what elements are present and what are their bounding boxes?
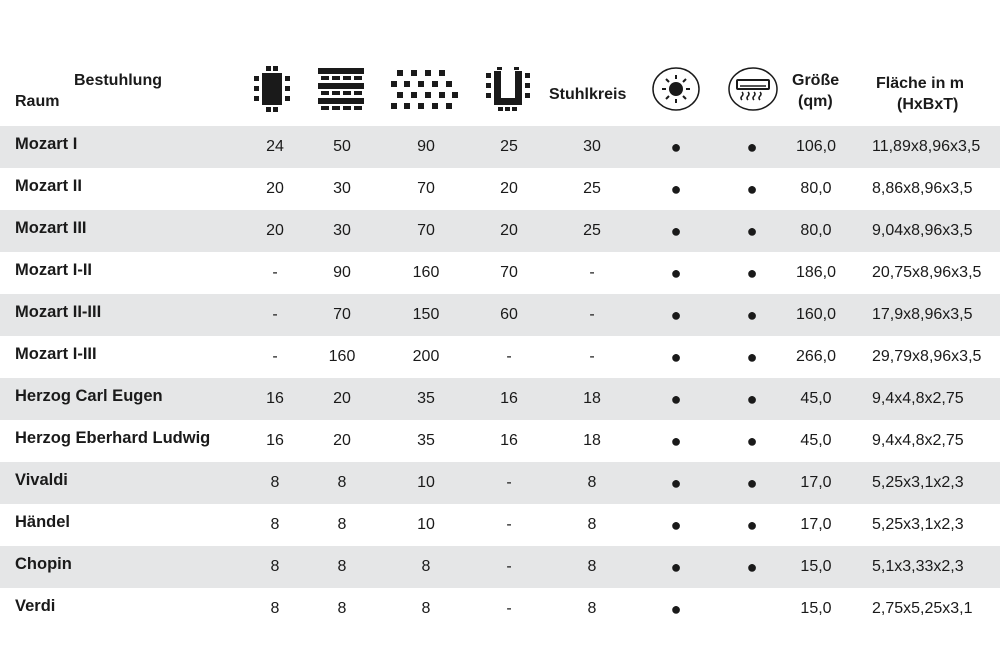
ushape-cell: - bbox=[506, 516, 512, 533]
size-cell: 45,0 bbox=[800, 390, 832, 407]
ushape-cell: - bbox=[506, 348, 512, 365]
classroom-cell: 8 bbox=[337, 558, 347, 575]
table-row bbox=[0, 210, 1000, 252]
table-row bbox=[0, 378, 1000, 420]
theater-cell: 8 bbox=[421, 558, 431, 575]
aircon-cell: ● bbox=[746, 347, 758, 367]
circle-cell: - bbox=[589, 306, 595, 323]
table-row bbox=[0, 126, 1000, 168]
area-cell: 9,4x4,8x2,75 bbox=[872, 432, 964, 449]
theater-cell: 70 bbox=[417, 222, 435, 239]
circle-cell: 8 bbox=[587, 600, 597, 617]
air-conditioning-icon bbox=[727, 66, 779, 112]
size-unit-label: (qm) bbox=[798, 93, 833, 110]
size-label: Größe bbox=[792, 72, 840, 89]
u-shape-icon bbox=[485, 67, 531, 111]
daylight-cell: ● bbox=[670, 389, 682, 409]
table-row bbox=[0, 294, 1000, 336]
circle-cell: 8 bbox=[587, 516, 597, 533]
aircon-cell: ● bbox=[746, 473, 758, 493]
theater-cell: 35 bbox=[417, 390, 435, 407]
size-cell: 106,0 bbox=[795, 138, 837, 155]
table-header bbox=[0, 0, 1000, 126]
classroom-cell: 70 bbox=[333, 306, 351, 323]
classroom-cell: 30 bbox=[333, 222, 351, 239]
table-row bbox=[0, 546, 1000, 588]
theater-icon bbox=[391, 70, 459, 110]
table-row bbox=[0, 462, 1000, 504]
area-cell: 9,4x4,8x2,75 bbox=[872, 390, 964, 407]
ushape-cell: 20 bbox=[500, 222, 518, 239]
size-cell: 15,0 bbox=[800, 558, 832, 575]
aircon-cell: ● bbox=[746, 305, 758, 325]
daylight-cell: ● bbox=[670, 515, 682, 535]
theater-cell: 8 bbox=[421, 600, 431, 617]
room-label: Raum bbox=[15, 93, 60, 110]
daylight-cell: ● bbox=[670, 473, 682, 493]
room-name: Mozart I bbox=[15, 135, 78, 153]
aircon-cell: ● bbox=[746, 515, 758, 535]
ushape-cell: 60 bbox=[500, 306, 518, 323]
circle-cell: 30 bbox=[583, 138, 601, 155]
boardroom-cell: - bbox=[272, 348, 278, 365]
size-cell: 160,0 bbox=[795, 306, 837, 323]
seating-label: Bestuhlung bbox=[74, 72, 162, 89]
room-name: Händel bbox=[15, 513, 71, 531]
theater-cell: 10 bbox=[417, 516, 435, 533]
circle-cell: 18 bbox=[583, 390, 601, 407]
theater-cell: 70 bbox=[417, 180, 435, 197]
ushape-cell: - bbox=[506, 558, 512, 575]
theater-cell: 90 bbox=[417, 138, 435, 155]
boardroom-cell: 8 bbox=[270, 516, 280, 533]
room-name: Chopin bbox=[15, 555, 72, 573]
ushape-cell: 25 bbox=[500, 138, 518, 155]
area-cell: 5,25x3,1x2,3 bbox=[872, 516, 964, 533]
daylight-cell: ● bbox=[670, 347, 682, 367]
classroom-cell: 50 bbox=[333, 138, 351, 155]
circle-cell: 8 bbox=[587, 474, 597, 491]
room-name: Mozart II-III bbox=[15, 303, 102, 321]
daylight-cell: ● bbox=[670, 179, 682, 199]
circle-cell: - bbox=[589, 264, 595, 281]
boardroom-cell: 20 bbox=[266, 222, 284, 239]
aircon-cell: ● bbox=[746, 557, 758, 577]
classroom-cell: 20 bbox=[333, 432, 351, 449]
room-name: Mozart I-II bbox=[15, 261, 92, 279]
room-name: Verdi bbox=[15, 597, 56, 615]
daylight-cell: ● bbox=[670, 431, 682, 451]
daylight-cell: ● bbox=[670, 599, 682, 619]
table-row bbox=[0, 588, 1000, 630]
size-cell: 17,0 bbox=[800, 516, 832, 533]
ushape-cell: 16 bbox=[500, 390, 518, 407]
aircon-cell: ● bbox=[746, 179, 758, 199]
area-cell: 5,1x3,33x2,3 bbox=[872, 558, 964, 575]
size-cell: 15,0 bbox=[800, 600, 832, 617]
room-name: Mozart III bbox=[15, 219, 87, 237]
area-cell: 2,75x5,25x3,1 bbox=[872, 600, 973, 617]
boardroom-icon bbox=[251, 66, 293, 112]
circle-cell: 25 bbox=[583, 180, 601, 197]
area-cell: 11,89x8,96x3,5 bbox=[872, 138, 981, 155]
circle-cell: 18 bbox=[583, 432, 601, 449]
classroom-cell: 8 bbox=[337, 516, 347, 533]
boardroom-cell: - bbox=[272, 264, 278, 281]
size-cell: 80,0 bbox=[800, 222, 832, 239]
size-cell: 186,0 bbox=[795, 264, 837, 281]
classroom-cell: 8 bbox=[337, 600, 347, 617]
table-row bbox=[0, 336, 1000, 378]
boardroom-cell: 8 bbox=[270, 558, 280, 575]
classroom-cell: 160 bbox=[328, 348, 356, 365]
boardroom-cell: 24 bbox=[266, 138, 284, 155]
circle-cell: - bbox=[589, 348, 595, 365]
size-cell: 80,0 bbox=[800, 180, 832, 197]
classroom-cell: 20 bbox=[333, 390, 351, 407]
room-table-body bbox=[0, 126, 1000, 630]
area-dimensions-label: (HxBxT) bbox=[897, 96, 959, 113]
area-cell: 20,75x8,96x3,5 bbox=[872, 264, 982, 281]
table-row bbox=[0, 504, 1000, 546]
area-cell: 29,79x8,96x3,5 bbox=[872, 348, 982, 365]
daylight-cell: ● bbox=[670, 263, 682, 283]
circle-cell: 25 bbox=[583, 222, 601, 239]
room-name: Vivaldi bbox=[15, 471, 68, 489]
boardroom-cell: 20 bbox=[266, 180, 284, 197]
table-row bbox=[0, 420, 1000, 462]
size-cell: 17,0 bbox=[800, 474, 832, 491]
circle-cell: 8 bbox=[587, 558, 597, 575]
boardroom-cell: - bbox=[272, 306, 278, 323]
classroom-icon bbox=[318, 68, 364, 110]
area-cell: 9,04x8,96x3,5 bbox=[872, 222, 973, 239]
room-name: Mozart II bbox=[15, 177, 82, 195]
size-cell: 45,0 bbox=[800, 432, 832, 449]
boardroom-cell: 8 bbox=[270, 600, 280, 617]
area-cell: 5,25x3,1x2,3 bbox=[872, 474, 964, 491]
classroom-cell: 30 bbox=[333, 180, 351, 197]
daylight-icon bbox=[651, 66, 701, 112]
circle-seating-label: Stuhlkreis bbox=[549, 86, 627, 103]
theater-cell: 200 bbox=[412, 348, 440, 365]
ushape-cell: - bbox=[506, 474, 512, 491]
aircon-cell: ● bbox=[746, 137, 758, 157]
theater-cell: 10 bbox=[417, 474, 435, 491]
daylight-cell: ● bbox=[670, 137, 682, 157]
daylight-cell: ● bbox=[670, 221, 682, 241]
aircon-cell: ● bbox=[746, 221, 758, 241]
ushape-cell: - bbox=[506, 600, 512, 617]
table-row bbox=[0, 168, 1000, 210]
aircon-cell: ● bbox=[746, 389, 758, 409]
area-cell: 17,9x8,96x3,5 bbox=[872, 306, 973, 323]
classroom-cell: 8 bbox=[337, 474, 347, 491]
area-cell: 8,86x8,96x3,5 bbox=[872, 180, 973, 197]
boardroom-cell: 16 bbox=[266, 390, 284, 407]
size-cell: 266,0 bbox=[795, 348, 837, 365]
table-row bbox=[0, 252, 1000, 294]
room-name: Mozart I-III bbox=[15, 345, 97, 363]
classroom-cell: 90 bbox=[333, 264, 351, 281]
aircon-cell: ● bbox=[746, 431, 758, 451]
room-name: Herzog Carl Eugen bbox=[15, 387, 163, 405]
boardroom-cell: 16 bbox=[266, 432, 284, 449]
theater-cell: 35 bbox=[417, 432, 435, 449]
theater-cell: 160 bbox=[412, 264, 440, 281]
theater-cell: 150 bbox=[412, 306, 440, 323]
ushape-cell: 70 bbox=[500, 264, 518, 281]
aircon-cell: ● bbox=[746, 263, 758, 283]
daylight-cell: ● bbox=[670, 557, 682, 577]
ushape-cell: 20 bbox=[500, 180, 518, 197]
room-name: Herzog Eberhard Ludwig bbox=[15, 429, 211, 447]
aircon-cell bbox=[732, 588, 772, 630]
ushape-cell: 16 bbox=[500, 432, 518, 449]
area-label: Fläche in m bbox=[876, 75, 965, 92]
boardroom-cell: 8 bbox=[270, 474, 280, 491]
daylight-cell: ● bbox=[670, 305, 682, 325]
